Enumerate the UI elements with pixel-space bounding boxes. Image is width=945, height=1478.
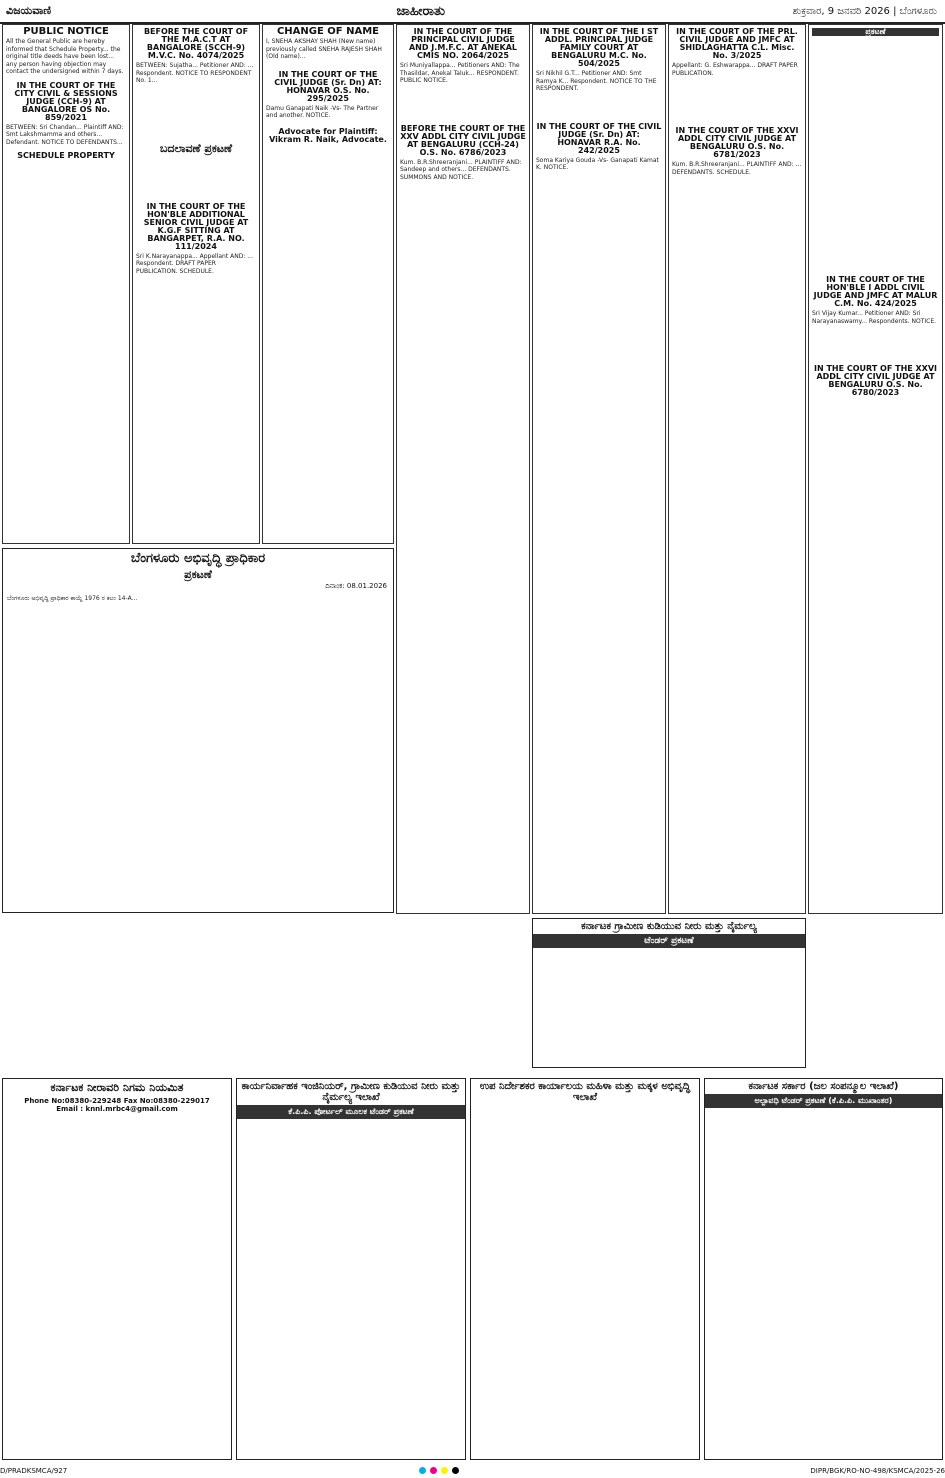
b2-title: ಕಾರ್ಯನಿರ್ವಾಹಕ ಇಂಜಿನಿಯರ್, ಗ್ರಾಮೀಣ ಕುಡಿಯುವ ನೀರು ಮತ್ತು ನೈರ್ಮಲ್ಯ ಇಲಾಖೆ [237,1079,465,1105]
bottom-block-2 [236,1078,466,1460]
col-4-court-1: IN THE COURT OF THE PRINCIPAL CIVIL JUDGE AND J.M.F.C. AT ANEKAL CMIS NO. 2064/2025 [408,27,517,60]
bda-subtitle: ಪ್ರಕಟಣೆ [184,568,212,581]
b3-title: ಉಪ ನಿರ್ದೇಶಕರ ಕಾರ್ಯಾಲಯ ಮಹಿಳಾ ಮತ್ತು ಮಕ್ಕಳ ಅಭಿವೃದ್ಧಿ ಇಲಾಖೆ [471,1079,699,1105]
col-7-court: IN THE COURT OF THE HON'BLE I ADDL CIVIL JUDGE AND JMFC AT MALUR C.M. No. 424/2025 [813,275,938,308]
col-5-court-1: IN THE COURT OF THE I ST ADDL. PRINCIPAL JUDGE FAMILY COURT AT BENGALURU M.C. No. 504/2025 [539,27,659,68]
col-2-mact: BEFORE THE COURT OF THE M.A.C.T AT BANGALORE (SCCH-9) M.V.C. No. 4074/2025 [143,27,249,60]
col-7-header: ಪ್ರಕಟಣೆ [812,28,939,36]
col-5: IN THE COURT OF THE I ST ADDL. PRINCIPAL JUDGE FAMILY COURT AT BENGALURU M.C. No. 504/2025 Sri Nikhil G.T... Petitioner AND: Smt Ramya K... Respondent. NOTICE TO THE RESPONDENT. IN THE COURT OF THE CIVIL JUDGE (Sr. Dn) AT: HONAVAR R.A. No. 242/2025 Soma Kariya Gouda -Vs- Ganapati Kamat K. NOTICE. [532,24,666,914]
col-2: BEFORE THE COURT OF THE M.A.C.T AT BANGALORE (SCCH-9) M.V.C. No. 4074/2025 BETWEEN: Sujatha... Petitioner AND: ... Respondent. NOTICE TO RESPONDENT No. 1... ಬದಲಾವಣೆ ಪ್ರಕಟಣೆ IN THE COURT OF THE HON'BLE ADDITIONAL SENIOR CIVIL JUDGE AT K.G.F SITTING AT BANGARPET, R.A. NO. 111/2024 Sri K.Narayanappa... Appellant AND: ... Respondent. DRAFT PAPER PUBLICATION. SCHEDULE. [132,24,260,544]
footer-right: DIPR/BGK/RO-NO-498/KSMCA/2025-26 [810,1467,945,1475]
col-7: ಪ್ರಕಟಣೆ IN THE COURT OF THE HON'BLE I ADDL CIVIL JUDGE AND JMFC AT MALUR C.M. No. 424/2025 Sri Vijay Kumar... Petitioner AND: Sri Narayanaswamy... Respondents. NOTICE. IN THE COURT OF THE XXVI ADDL CITY CIVIL JUDGE AT BENGALURU O.S. No. 6780/2023 [808,24,943,914]
col-6-court-2: IN THE COURT OF THE XXVI ADDL CITY CIVIL JUDGE AT BENGALURU O.S. No. 6781/2023 [675,126,799,159]
b4-title: ಕರ್ನಾಟಕ ಸರ್ಕಾರ (ಜಲ ಸಂಪನ್ಮೂಲ ಇಲಾಖೆ) [705,1079,942,1094]
col-6: IN THE COURT OF THE PRL. CIVIL JUDGE AND JMFC AT SHIDLAGHATTA C.L. Misc. No. 3/2025 Appellant: G. Eshwarappa... DRAFT PAPER PUBLICATION. IN THE COURT OF THE XXVI ADDL CITY CIVIL JUDGE AT BENGALURU O.S. No. 6781/2023 Kum. B.R.Shreeranjani... PLAINTIFF AND: ... DEFENDANTS. SCHEDULE. [668,24,806,914]
bottom-block-1 [2,1078,232,1460]
kpwd-band: ಟೆಂಡರ್ ಪ್ರಕಟಣೆ [533,934,805,948]
bda-title: ಬೆಂಗಳೂರು ಅಭಿವೃದ್ಧಿ ಪ್ರಾಧಿಕಾರ [3,549,393,568]
col-1-body: All the General Public are hereby informed that Schedule Property... the original title deeds have been lost... any person having objection may contact the undersigned within 7 days. [6,38,124,75]
col-4-court-2: BEFORE THE COURT OF THE XXV ADDL CITY CIVIL JUDGE AT BENGALURU (CCH-24) O.S. No. 6786/2023 [400,123,526,157]
registration-dots [417,1467,461,1476]
col-3: CHANGE OF NAME I, SNEHA AKSHAY SHAH (New name) previously called SNEHA RAJESH SHAH (Old name)... IN THE COURT OF THE CIVIL JUDGE (Sr. Dn) AT: HONAVAR O.S. No. 295/2025 Damu Ganapati Naik -Vs- The Partner and another. NOTICE. Advocate for Plaintiff: Vikram R. Naik, Advocate. [262,24,394,544]
col-5-court-2: IN THE COURT OF THE CIVIL JUDGE (Sr. Dn) AT: HONAVAR R.A. No. 242/2025 [536,121,662,155]
col-4: IN THE COURT OF THE PRINCIPAL CIVIL JUDGE AND J.M.F.C. AT ANEKAL CMIS NO. 2064/2025 Sri Muniyallappa... Petitioners AND: The Thasildar, Anekal Taluk... RESPONDENT. PUBLIC NOTICE. BEFORE THE COURT OF THE XXV ADDL CITY CIVIL JUDGE AT BENGALURU (CCH-24) O.S. No. 6786/2023 Kum. B.R.Shreeranjani... PLAINTIFF AND: Sandeep and others... DEFENDANTS. SUMMONS AND NOTICE. [396,24,530,914]
bda-date: ದಿನಾಂಕ: 08.01.2026 [325,582,387,590]
col-7-court-2: IN THE COURT OF THE XXVI ADDL CITY CIVIL JUDGE AT BENGALURU O.S. No. 6780/2023 [813,364,938,397]
b1-email: Email : knnl.mrbc4@gmail.com [56,1105,178,1113]
bottom-block-3 [470,1078,700,1460]
col-6-court-1: IN THE COURT OF THE PRL. CIVIL JUDGE AND JMFC AT SHIDLAGHATTA C.L. Misc. No. 3/2025 [676,27,798,60]
col-2-court: IN THE COURT OF THE HON'BLE ADDITIONAL SENIOR CIVIL JUDGE AT K.G.F SITTING AT BANGARPET, R.A. NO. 111/2024 [143,201,249,251]
col-1: PUBLIC NOTICE All the General Public are hereby informed that Schedule Property... the original title deeds have been lost... any person having objection may contact the undersigned within 7 days. IN THE COURT OF THE CITY CIVIL & SESSIONS JUDGE (CCH-9) AT BANGALORE OS No. 859/2021 BETWEEN: Sri Chandan... Plaintiff AND: Smt Lakshmamma and others... Defendant. NOTICE TO DEFENDANTS... SCHEDULE PROPERTY [2,24,130,544]
col-1-schedule: SCHEDULE PROPERTY [17,151,115,160]
kpwd-block [532,918,806,1068]
masthead [0,0,945,24]
col-2-kannada-box: ಬದಲಾವಣೆ ಪ್ರಕಟಣೆ [159,141,233,155]
col-3-court: IN THE COURT OF THE CIVIL JUDGE (Sr. Dn) AT: HONAVAR O.S. No. 295/2025 [274,69,382,103]
public-notice-title: PUBLIC NOTICE [23,26,109,37]
b2-band: ಕೆ.ಪಿ.ಪಿ. ಪೋರ್ಟಲ್ ಮೂಲಕ ಟೆಂಡರ್ ಪ್ರಕಟಣೆ [237,1105,465,1119]
date-line: ಶುಕ್ರವಾರ, 9 ಜನವರಿ 2026 | ಬೆಂಗಳೂರು [792,5,937,17]
bda-notice: ಬೆಂಗಳೂರು ಅಭಿವೃದ್ಧಿ ಪ್ರಾಧಿಕಾರ ಪ್ರಕಟಣೆ ದಿನಾಂಕ: 08.01.2026 ಬೆಂಗಳೂರು ಅಭಿವೃದ್ಧಿ ಪ್ರಾಧಿಕಾರ ಕಾಯ್ದೆ 1976 ರ ಕಲಂ 14-A... [2,548,394,913]
kpwd-title: ಕರ್ನಾಟಕ ಗ್ರಾಮೀಣ ಕುಡಿಯುವ ನೀರು ಮತ್ತು ನೈರ್ಮಲ್ಯ [533,919,805,934]
col-1-court: IN THE COURT OF THE CITY CIVIL & SESSIONS JUDGE (CCH-9) AT BANGALORE OS No. 859/2021 [14,80,118,122]
footer [0,1464,945,1478]
change-of-name-title: CHANGE OF NAME [276,26,380,37]
b1-title: ಕರ್ನಾಟಕ ನೀರಾವರಿ ನಿಗಮ ನಿಯಮಿತ [3,1079,231,1097]
footer-left: D/PRADKSMCA/927 [0,1467,68,1475]
bottom-block-4 [704,1078,943,1460]
section-title: ಜಾಹೀರಾತು [396,3,446,19]
b1-phone: Phone No:08380-229248 Fax No:08380-229017 [24,1097,210,1105]
col-3-advocate: Advocate for Plaintiff: Vikram R. Naik, Advocate. [269,126,387,144]
b4-band: ಅಲ್ಪಾವಧಿ ಟೆಂಡರ್ ಪ್ರಕಟಣೆ (ಕೆ.ಪಿ.ಪಿ. ಮುಖಾಂತರ) [705,1094,942,1108]
paper-logo: ವಿಜಯವಾಣಿ [6,4,52,17]
